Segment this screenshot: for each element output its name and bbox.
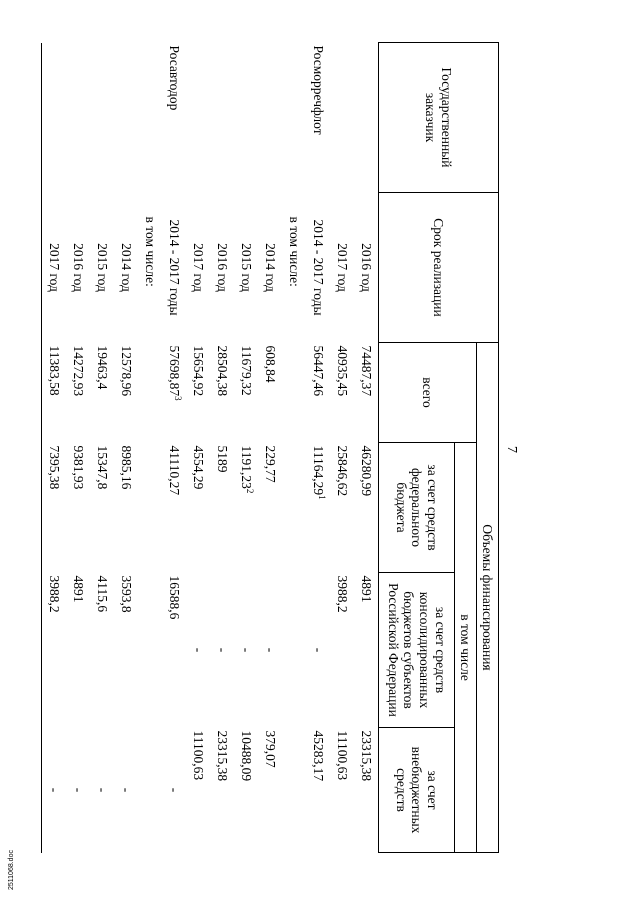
total-cell: 15654,92 bbox=[190, 345, 206, 397]
total-cell: 11679,32 bbox=[238, 345, 254, 396]
total-cell: 12578,96 bbox=[118, 345, 134, 397]
header-customer: Государственный заказчик bbox=[379, 43, 499, 193]
table-row bbox=[90, 43, 114, 853]
header-including: в том числе bbox=[455, 443, 477, 853]
table-row bbox=[330, 43, 354, 853]
table-row bbox=[282, 43, 306, 853]
federal-cell: 41110,27 bbox=[166, 445, 182, 496]
federal-cell: 46280,99 bbox=[358, 445, 374, 497]
customer-cell bbox=[186, 43, 210, 193]
regional-cell: 3988,2 bbox=[334, 575, 350, 613]
regional-cell bbox=[138, 573, 162, 728]
period-cell: 2017 год bbox=[42, 193, 67, 343]
table-row bbox=[66, 43, 90, 853]
regional-cell: - bbox=[214, 647, 230, 653]
federal-cell: 1191,23$^2$ bbox=[238, 445, 255, 494]
regional-cell bbox=[282, 573, 306, 728]
table-row bbox=[234, 43, 258, 853]
total-cell: 28504,38 bbox=[214, 345, 230, 397]
regional-cell: - bbox=[238, 647, 254, 653]
customer-cell: Росморречфлот bbox=[310, 45, 326, 135]
footnote-mark: 2 bbox=[244, 488, 255, 494]
table-row bbox=[42, 43, 67, 853]
federal-cell: 11164,29$^1$ bbox=[310, 445, 327, 500]
federal-cell: 8985,16 bbox=[118, 445, 134, 490]
extra-cell: - bbox=[166, 787, 182, 793]
customer-cell bbox=[114, 43, 138, 193]
total-cell: 56447,46 bbox=[310, 345, 326, 397]
period-cell: 2014 - 2017 годы bbox=[310, 219, 326, 316]
extra-cell: - bbox=[94, 787, 110, 793]
customer-cell bbox=[90, 43, 114, 193]
total-cell bbox=[282, 343, 306, 443]
header-period: Срок реализации bbox=[379, 193, 499, 343]
federal-cell: 25846,62 bbox=[334, 445, 350, 497]
regional-cell: 3593,8 bbox=[118, 575, 134, 613]
federal-cell: 7395,38 bbox=[42, 443, 67, 573]
table-row bbox=[186, 43, 210, 853]
total-cell: 40935,45 bbox=[334, 345, 350, 397]
regional-cell: 4891 bbox=[358, 575, 374, 603]
extra-cell: 379,07 bbox=[262, 730, 278, 768]
extra-cell: 23315,38 bbox=[214, 730, 230, 782]
period-cell: в том числе: bbox=[286, 216, 302, 287]
period-cell: 2014 год bbox=[262, 243, 278, 292]
customer-cell bbox=[330, 43, 354, 193]
regional-cell: 16588,6 bbox=[166, 575, 182, 620]
extra-cell: 23315,38 bbox=[358, 730, 374, 782]
extra-cell: - bbox=[118, 787, 134, 793]
table-row bbox=[258, 43, 282, 853]
header-total: всего bbox=[379, 343, 477, 443]
extra-cell: 11100,63 bbox=[190, 730, 206, 781]
customer-cell bbox=[234, 43, 258, 193]
footnote-mark: 1 bbox=[316, 495, 327, 500]
federal-cell: 9381,93 bbox=[70, 445, 86, 490]
period-cell: 2015 год bbox=[94, 243, 110, 292]
table-row bbox=[162, 43, 186, 853]
header-regional: за счет средств консолидированных бюджетов субъектов Российской Федерации bbox=[379, 573, 455, 728]
regional-cell: - bbox=[262, 647, 278, 653]
customer-cell bbox=[138, 43, 162, 193]
extra-cell: 11100,63 bbox=[334, 730, 350, 781]
table-row bbox=[306, 43, 330, 853]
table-row bbox=[210, 43, 234, 853]
header-extra: за счет внебюджетных средств bbox=[379, 728, 455, 853]
period-cell: 2016 год bbox=[358, 243, 374, 292]
extra-cell bbox=[282, 728, 306, 853]
customer-cell bbox=[258, 43, 282, 193]
federal-cell: 15347,8 bbox=[94, 445, 110, 490]
period-cell: 2015 год bbox=[238, 243, 254, 292]
extra-cell: - bbox=[70, 787, 86, 793]
regional-cell: 3988,2 bbox=[42, 573, 67, 728]
regional-cell: - bbox=[190, 647, 206, 653]
extra-cell: - bbox=[42, 728, 67, 853]
header-volumes: Объемы финансирования bbox=[477, 343, 499, 853]
period-cell: 2017 год bbox=[334, 243, 350, 292]
regional-cell: - bbox=[310, 647, 326, 653]
customer-cell: Росавтодор bbox=[166, 45, 182, 111]
total-cell bbox=[138, 343, 162, 443]
period-cell: 2014 год bbox=[118, 243, 134, 292]
total-cell: 608,84 bbox=[262, 345, 278, 383]
customer-cell bbox=[42, 43, 67, 193]
extra-cell bbox=[138, 728, 162, 853]
customer-cell bbox=[210, 43, 234, 193]
federal-cell bbox=[138, 443, 162, 573]
federal-cell bbox=[282, 443, 306, 573]
financing-table bbox=[41, 42, 499, 853]
customer-cell bbox=[66, 43, 90, 193]
table-row bbox=[138, 43, 162, 853]
header-federal: за счет средств федерального бюджета bbox=[379, 443, 455, 573]
extra-cell: 45283,17 bbox=[310, 730, 326, 782]
page-number: 7 bbox=[504, 446, 519, 453]
total-cell: 57698,87$^3$ bbox=[166, 345, 183, 401]
total-cell: 19463,4 bbox=[94, 345, 110, 390]
federal-cell: 4554,29 bbox=[190, 445, 206, 490]
table-row bbox=[114, 43, 138, 853]
period-cell: 2017 год bbox=[190, 243, 206, 292]
file-name-footer: 2511068.doc bbox=[8, 850, 15, 890]
regional-cell: 4891 bbox=[70, 575, 86, 603]
federal-cell: 5189 bbox=[214, 445, 230, 473]
customer-cell bbox=[282, 43, 306, 193]
table-row bbox=[354, 43, 379, 853]
period-cell: 2016 год bbox=[70, 243, 86, 292]
period-cell: в том числе: bbox=[142, 216, 158, 287]
total-cell: 11383,58 bbox=[42, 343, 67, 443]
total-cell: 14272,93 bbox=[70, 345, 86, 397]
period-cell: 2014 - 2017 годы bbox=[166, 219, 182, 316]
total-cell: 74487,37 bbox=[358, 345, 374, 397]
footnote-mark: 3 bbox=[172, 396, 183, 401]
period-cell: 2016 год bbox=[214, 243, 230, 292]
customer-cell bbox=[354, 43, 379, 193]
federal-cell: 229,77 bbox=[262, 445, 278, 483]
regional-cell: 4115,6 bbox=[94, 575, 110, 613]
extra-cell: 10488,09 bbox=[238, 730, 254, 782]
rotated-page bbox=[46, 27, 525, 872]
